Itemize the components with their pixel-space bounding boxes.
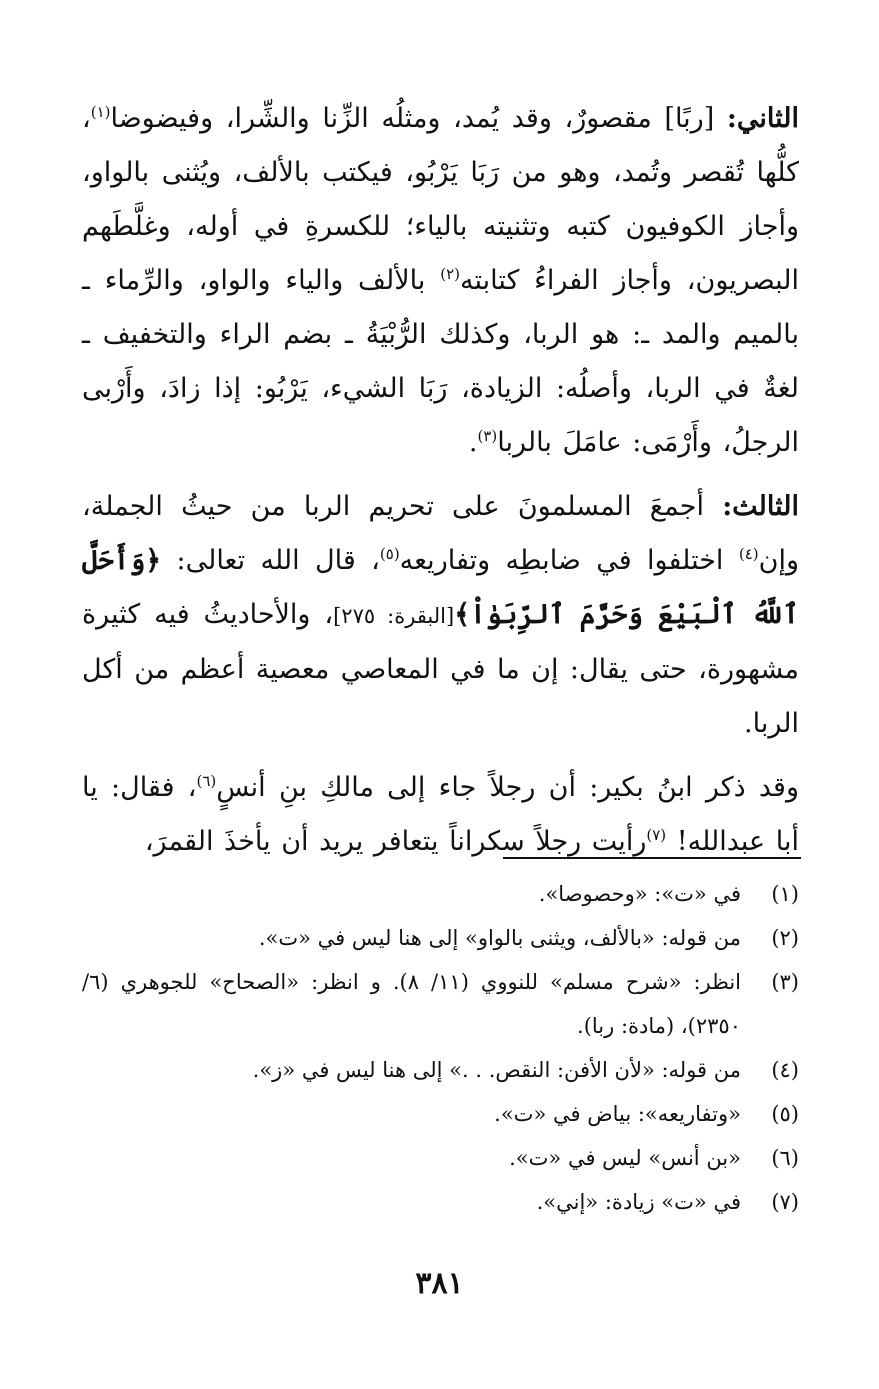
footnote-number: (٤) bbox=[771, 1058, 799, 1082]
footnote-text: من قوله: «لأن الأفن: النقص. . .» إلى هنا ليس في «ز». bbox=[252, 1058, 741, 1082]
quran-verse: ﴿وَأَحَلَّ ٱللَّهُ ٱلْبَيْعَ وَحَرَّمَ ٱلرِّبَوٰاْ﴾ bbox=[82, 545, 799, 630]
footnote-marker: (٤) bbox=[738, 545, 759, 563]
paragraph-text: [ربًا] مقصورٌ، وقد يُمد، ومثلُه الزِّنا والشِّرا، وفيضوضا bbox=[110, 103, 727, 134]
footnote-marker: (١) bbox=[90, 103, 111, 121]
paragraph-text: رأيت رجلاً سكراناً يتعافر يريد أن يأخذَ القمرَ، bbox=[144, 826, 647, 857]
footnote-number: (٧) bbox=[771, 1190, 799, 1214]
paragraph-text: . bbox=[468, 427, 478, 458]
paragraph-anecdote bbox=[82, 761, 799, 869]
page-number: ٣٨١ bbox=[415, 1266, 464, 1301]
footnote-marker: (٦) bbox=[196, 772, 217, 790]
footnote-item bbox=[82, 872, 799, 916]
footnote-number: (٦) bbox=[771, 1146, 799, 1170]
paragraph-text: بالألف والياء والواو، والرِّماء ـ بالميم والمد ـ: هو الربا، وكذلك الرُّبْيَةُ ـ بضم الراء والتخفيف ـ لغةٌ في الربا، وأصلُه: الزيادة، رَبَا الشيء، يَرْبُو: إذا زادَ، وأَرْبى الرجلُ، وأَرْمَى: عامَلَ بالربا bbox=[82, 265, 799, 458]
paragraph-lead-word: الثالث: bbox=[722, 491, 799, 522]
paragraph-third bbox=[82, 480, 799, 751]
footnote-text: في «ت» زيادة: «إني». bbox=[536, 1190, 741, 1214]
paragraph-second bbox=[82, 92, 799, 470]
footnote-marker: (٧) bbox=[646, 826, 667, 844]
footnote-item bbox=[82, 1092, 799, 1136]
footnote-item bbox=[82, 960, 799, 1048]
footnote-text: من قوله: «بالألف، ويثنى بالواو» إلى هنا ليس في «ت». bbox=[258, 926, 741, 950]
footnote-text: انظر: «شرح مسلم» للنووي (١١/ ٨). و انظر: «الصحاح» للجوهري (٦/ ٢٣٥٠)، (مادة: ربا). bbox=[82, 970, 742, 1038]
footnote-number: (١) bbox=[771, 882, 799, 906]
footnote-text: «بن أنس» ليس في «ت». bbox=[509, 1146, 741, 1170]
footnote-number: (٢) bbox=[771, 926, 799, 950]
verse-reference: [البقرة: ٢٧٥] bbox=[333, 604, 455, 628]
paragraph-text: ، كلُّها تُقصر وتُمد، وهو من رَبَا يَرْبُو، فيكتب بالألف، ويُثنى بالواو، وأجاز الكوفيون كتبه وتثنيته بالياء؛ للكسرةِ في أوله، وغلَّطَهم البصريون، وأجاز الفراءُ كتابته bbox=[82, 103, 799, 296]
footnote-number: (٣) bbox=[771, 970, 799, 994]
footnote-item bbox=[82, 1136, 799, 1180]
footnote-number: (٥) bbox=[771, 1102, 799, 1126]
paragraph-lead-word: الثاني: bbox=[726, 103, 799, 134]
footnote-item bbox=[82, 1180, 799, 1224]
footnote-item bbox=[82, 1048, 799, 1092]
paragraph-text: ، قال الله تعالى: bbox=[161, 545, 380, 576]
paragraph-text: ، فقال: يا أبا عبدالله! bbox=[82, 772, 799, 857]
paragraph-text: أجمعَ المسلمونَ على تحريم الربا من حيثُ الجملة، وإن bbox=[82, 491, 799, 576]
footnote-marker: (٥) bbox=[379, 545, 400, 563]
footnotes bbox=[82, 872, 799, 1224]
paragraph-text: وقد ذكر ابنُ بكير: أن رجلاً جاء إلى مالكِ بنِ أنسٍ bbox=[216, 772, 799, 803]
paragraph-text: اختلفوا في ضابطِه وتفاريعه bbox=[399, 545, 739, 576]
footnote-marker: (٢) bbox=[440, 265, 460, 283]
paragraph-text: ، والأحاديثُ فيه كثيرة مشهورة، حتى يقال: إن ما في المعاصي معصية أعظم من أكل الربا. bbox=[82, 599, 799, 739]
footnote-text: في «ت»: «وحصوصا». bbox=[538, 882, 741, 906]
footnote-divider bbox=[503, 857, 801, 859]
footnote-item bbox=[82, 916, 799, 960]
footnote-marker: (٣) bbox=[477, 427, 498, 445]
footnote-text: «وتفاريعه»: بياض في «ت». bbox=[494, 1102, 741, 1126]
